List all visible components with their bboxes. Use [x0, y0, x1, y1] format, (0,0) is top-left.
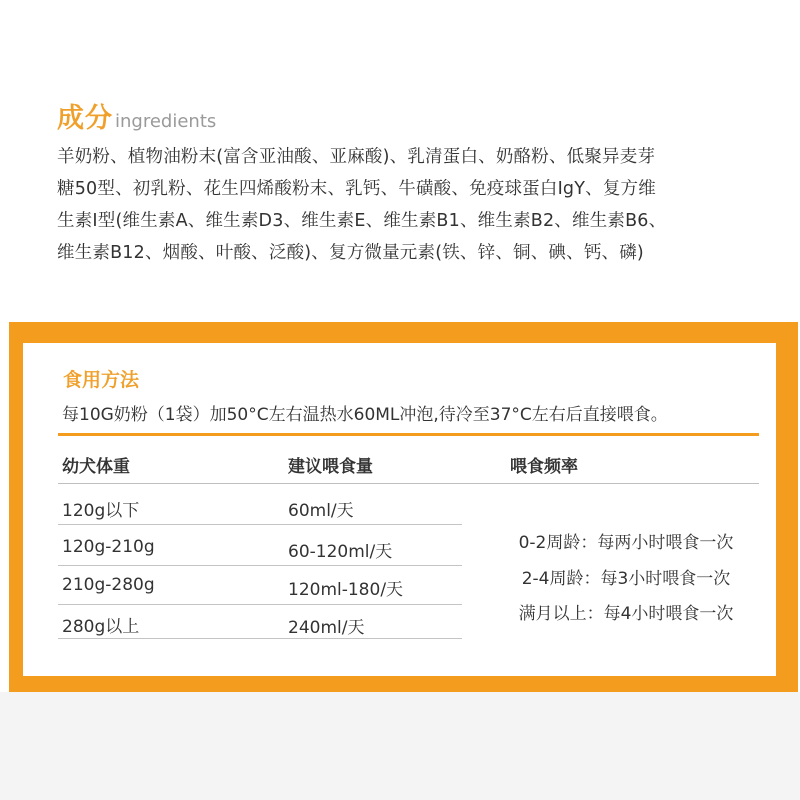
row-divider	[58, 565, 462, 566]
ingredients-text	[57, 141, 757, 269]
header-divider	[58, 483, 759, 484]
ingredients-line: 生素I型(维生素A、维生素D3、维生素E、维生素B1、维生素B2、维生素B6、	[57, 211, 667, 231]
row-divider	[58, 524, 462, 525]
cell-weight: 210g-280g	[62, 575, 155, 595]
ingredients-line: 羊奶粉、植物油粉末(富含亚油酸、亚麻酸)、乳清蛋白、奶酪粉、低聚异麦芽	[57, 147, 656, 167]
header-frequency: 喂食频率	[510, 457, 578, 477]
cell-amount: 120ml-180/天	[288, 580, 404, 600]
ingredients-title: 成分	[57, 103, 113, 134]
row-divider	[58, 604, 462, 605]
ingredients-line: 维生素B12、烟酸、叶酸、泛酸)、复方微量元素(铁、锌、铜、碘、钙、磷)	[57, 243, 644, 263]
cell-weight: 280g以上	[62, 617, 140, 637]
usage-title: 食用方法	[63, 369, 140, 391]
header-amount: 建议喂食量	[288, 457, 373, 477]
frequency-line: 2-4周龄：每3小时喂食一次	[521, 569, 731, 589]
orange-divider	[58, 433, 759, 436]
ingredients-line: 糖50型、初乳粉、花生四烯酸粉末、乳钙、牛磺酸、免疫球蛋白IgY、复方维	[57, 179, 656, 199]
frequency-line: 满月以上：每4小时喂食一次	[518, 604, 734, 624]
row-divider	[58, 638, 462, 639]
ingredients-subtitle: ingredients	[115, 111, 217, 132]
frequency-line: 0-2周龄：每两小时喂食一次	[518, 533, 734, 553]
cell-amount: 240ml/天	[288, 618, 365, 638]
header-weight: 幼犬体重	[62, 457, 130, 477]
cell-weight: 120g-210g	[62, 537, 155, 557]
cell-weight: 120g以下	[62, 501, 140, 521]
cell-amount: 60ml/天	[288, 501, 354, 521]
ingredients-heading	[57, 96, 216, 135]
usage-description: 每10G奶粉（1袋）加50°C左右温热水60ML冲泡,待冷至37°C左右后直接喂食。	[62, 405, 668, 425]
cell-amount: 60-120ml/天	[288, 542, 393, 562]
bottom-background	[0, 692, 800, 800]
